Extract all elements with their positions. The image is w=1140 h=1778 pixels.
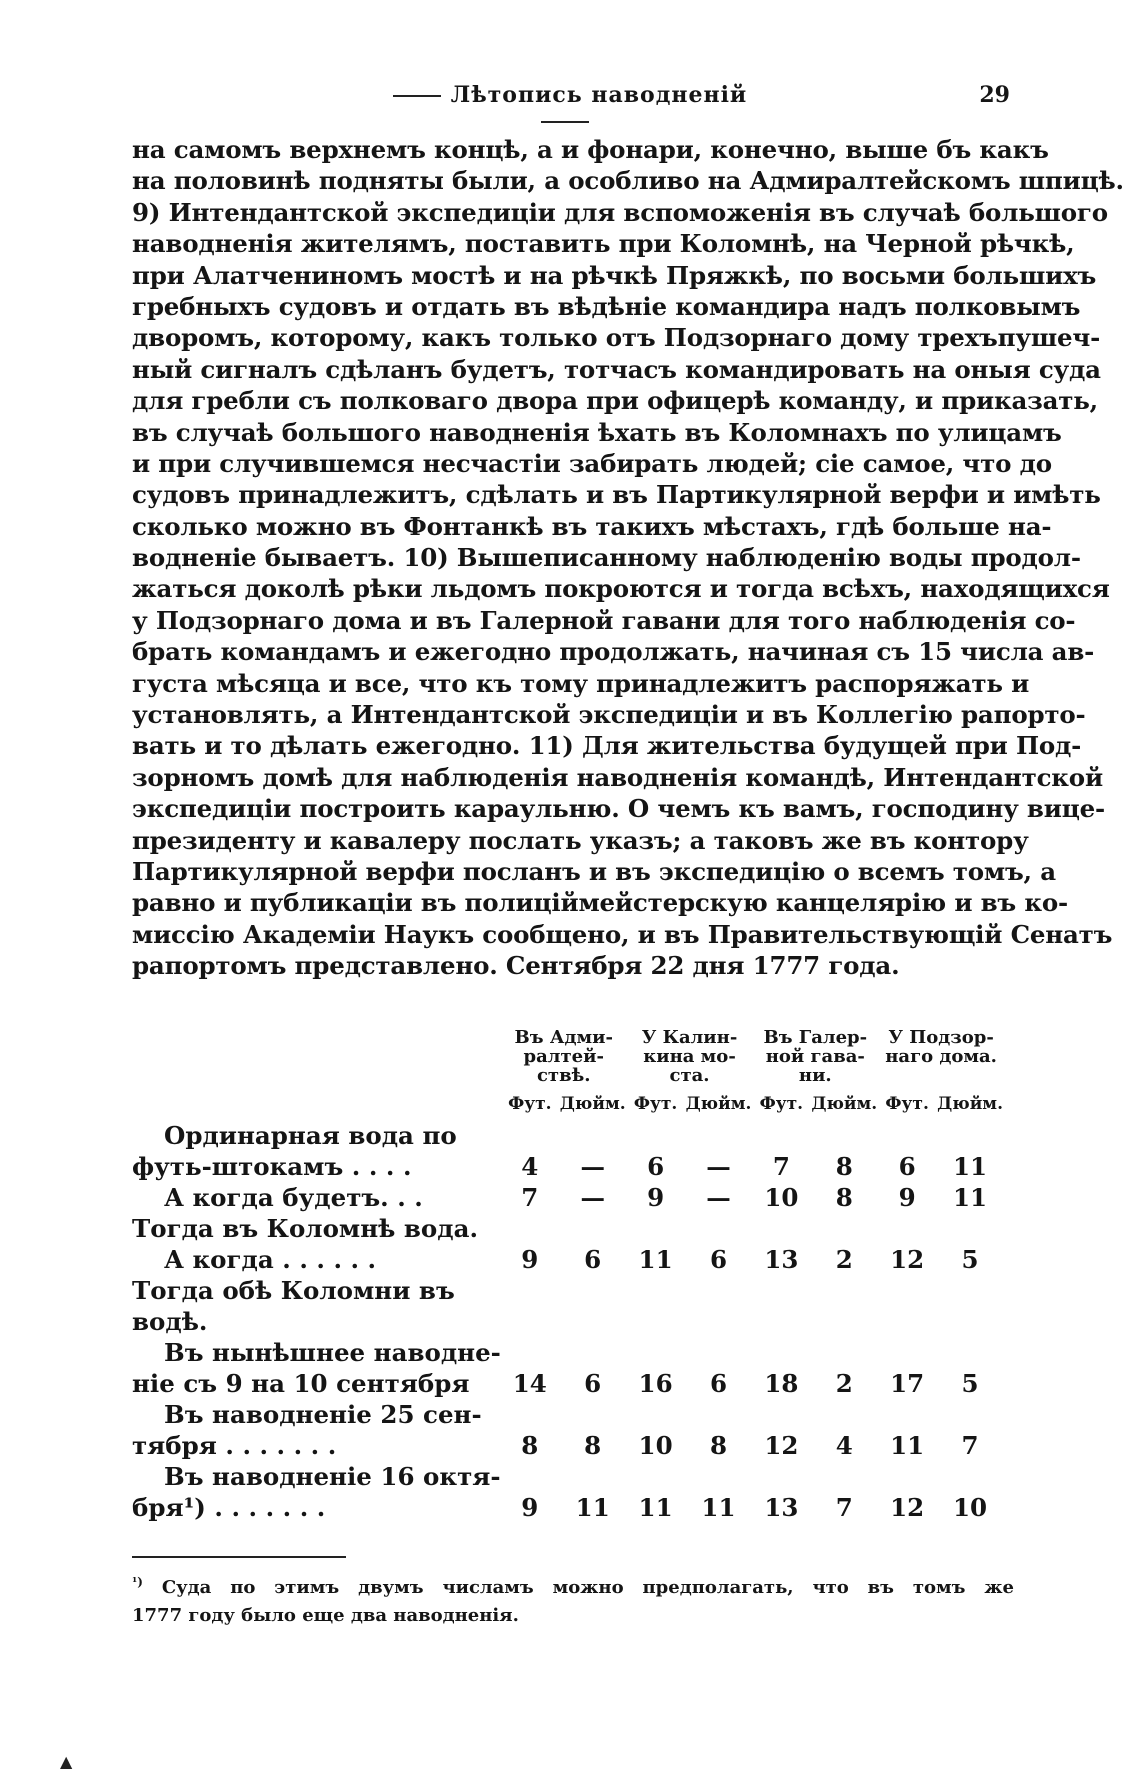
table-cell — [685, 1213, 753, 1244]
table-cell: 5 — [961, 1245, 979, 1274]
table-cell: 11 — [575, 1493, 610, 1522]
table-cell: 13 — [764, 1493, 799, 1522]
footnote — [132, 1568, 1014, 1630]
table-cell: 8 — [709, 1431, 728, 1460]
table-cell — [559, 1120, 627, 1151]
table-cell — [559, 1399, 627, 1430]
text-line: установлять, а Интендантской экспедиціи и въ Коллегію рапорто- — [132, 700, 1086, 730]
text-line: вать и то дѣлать ежегодно. 11) Для жительства будущей при Под- — [132, 731, 1082, 761]
table-cell — [627, 1120, 685, 1151]
table-row — [132, 1306, 1004, 1337]
text-line: ный сигналъ сдѣланъ будетъ, тотчасъ командировать на оныя суда — [132, 354, 1101, 384]
text-line: и при случившемся несчастіи забирать людей; сіе самое, что до — [132, 448, 1052, 478]
table-cell — [685, 1461, 753, 1492]
table-cell: 10 — [953, 1493, 988, 1522]
table-cell — [810, 1120, 878, 1151]
row-label: ніе съ 9 на 10 сентября — [132, 1369, 470, 1398]
footnote-line-2: 1777 году было еще два наводненія. — [132, 1605, 519, 1626]
table-cell: 6 — [584, 1369, 602, 1398]
table-cell — [936, 1120, 1004, 1151]
text-line: при Алатчениномъ мостѣ и на рѣчкѣ Пряжкѣ, по восьми большихъ — [132, 260, 1097, 290]
table-row — [132, 1337, 1004, 1368]
text-line: на самомъ верхнемъ концѣ, а и фонари, конечно, выше бъ какъ — [132, 135, 1049, 164]
table-cell: 6 — [584, 1245, 602, 1274]
table-cell: 7 — [961, 1431, 979, 1460]
table-cell: 14 — [512, 1369, 547, 1398]
table-cell — [685, 1275, 753, 1306]
unit-inches: Дюйм. — [685, 1094, 752, 1114]
table-cell — [559, 1306, 627, 1337]
table-cell: 17 — [890, 1369, 925, 1398]
table-cell — [627, 1461, 685, 1492]
table-row — [132, 1492, 1004, 1523]
text-line: водненіе бываетъ. 10) Вышеписанному наблюденію воды продол- — [132, 543, 1081, 573]
unit-feet: Фут. — [633, 1094, 678, 1114]
table-cell — [559, 1461, 627, 1492]
water-level-table — [132, 1022, 1004, 1523]
table-cell: 6 — [709, 1369, 728, 1398]
row-label: Тогда въ Коломнѣ вода. — [132, 1214, 478, 1243]
table-cell — [810, 1461, 878, 1492]
table-cell — [810, 1213, 878, 1244]
text-line: густа мѣсяца и все, что къ тому принадлежитъ распоряжать и — [132, 668, 1030, 698]
table-row — [132, 1120, 1004, 1151]
table-cell: 6 — [709, 1245, 728, 1274]
table-cell: 8 — [584, 1431, 602, 1460]
table-cell — [752, 1306, 810, 1337]
table-cell — [627, 1275, 685, 1306]
table-cell — [685, 1399, 753, 1430]
printer-mark: ▲ — [60, 1752, 73, 1771]
page-number: 29 — [979, 82, 1010, 108]
running-title: Лѣтопись наводненій — [350, 82, 780, 134]
table-header-row — [132, 1022, 1004, 1093]
table-cell — [752, 1275, 810, 1306]
table-cell — [936, 1213, 1004, 1244]
table-cell — [878, 1399, 936, 1430]
table-cell: 6 — [647, 1152, 665, 1181]
table-cell — [627, 1213, 685, 1244]
column-header-podzorny-house: У Подзор- наго дома. — [885, 1027, 997, 1067]
table-cell: 12 — [764, 1431, 799, 1460]
table-cell: 9 — [521, 1493, 539, 1522]
text-line: для гребли съ полковаго двора при офицерѣ команду, и приказать, — [132, 386, 1099, 416]
table-cell: 16 — [638, 1369, 673, 1398]
row-label: Въ нынѣшнее наводне- — [164, 1338, 501, 1367]
table-cell — [878, 1306, 936, 1337]
table-row — [132, 1399, 1004, 1430]
table-cell — [878, 1461, 936, 1492]
table-row — [132, 1461, 1004, 1492]
table-unit-row — [132, 1093, 1004, 1120]
table-cell: — — [580, 1183, 605, 1212]
table-cell: 9 — [898, 1183, 916, 1212]
table-cell: 11 — [953, 1183, 988, 1212]
table-cell: 7 — [835, 1493, 853, 1522]
row-label: Тогда обѣ Коломни въ — [132, 1276, 455, 1305]
row-label: бря¹) . . . . . . . — [132, 1493, 326, 1522]
table-cell: 2 — [835, 1369, 853, 1398]
body-text — [132, 134, 1124, 982]
unit-inches: Дюйм. — [811, 1094, 878, 1114]
text-line: равно и публикаціи въ полиціймейстерскую канцелярію и въ ко- — [132, 888, 1068, 918]
table-cell — [752, 1399, 810, 1430]
text-line: дворомъ, которому, какъ только отъ Подзорнаго дому трехъпушеч- — [132, 323, 1101, 353]
table-cell: 4 — [521, 1152, 539, 1181]
text-line: жаться доколѣ рѣки льдомъ покроются и тогда всѣхъ, находящихся — [132, 574, 1110, 604]
unit-feet: Фут. — [508, 1094, 552, 1114]
row-label: Въ наводненіе 25 сен- — [164, 1400, 482, 1429]
table-corner — [132, 1022, 501, 1093]
table-cell: 4 — [835, 1431, 853, 1460]
table-cell — [878, 1120, 936, 1151]
table-cell — [685, 1306, 753, 1337]
table-cell — [752, 1120, 810, 1151]
row-label: футь-штокамъ . . . . — [132, 1152, 412, 1181]
table-cell — [501, 1213, 559, 1244]
table-cell — [810, 1275, 878, 1306]
text-line: президенту и кавалеру послать указъ; а таковъ же въ контору — [132, 825, 1029, 855]
table-cell: 11 — [638, 1245, 673, 1274]
table-cell — [627, 1337, 685, 1368]
column-header-kalinkin-bridge: У Калин- кина мо- ста. — [641, 1027, 738, 1086]
table-cell: 10 — [638, 1431, 673, 1460]
table-cell — [501, 1306, 559, 1337]
row-label: Ординарная вода по — [164, 1121, 457, 1150]
table-cell: — — [706, 1183, 731, 1212]
text-line: наводненія жителямъ, поставить при Коломнѣ, на Черной рѣчкѣ, — [132, 229, 1075, 259]
text-line: 9) Интендантской экспедиціи для вспоможенія въ случаѣ большого — [132, 197, 1108, 227]
column-header-admiralty: Въ Адми- ралтей- ствѣ. — [514, 1027, 613, 1086]
row-label: водѣ. — [132, 1307, 208, 1336]
row-label: А когда будетъ. . . — [164, 1183, 423, 1212]
table-cell — [559, 1275, 627, 1306]
text-line: брать командамъ и ежегодно продолжать, начиная съ 15 числа ав- — [132, 637, 1095, 667]
text-line: зорномъ домѣ для наблюденія наводненія командѣ, Интендантской — [132, 762, 1103, 792]
table-cell — [501, 1120, 559, 1151]
table-cell: 8 — [521, 1431, 539, 1460]
table-cell — [878, 1213, 936, 1244]
table-row — [132, 1244, 1004, 1275]
table-cell: 9 — [521, 1245, 539, 1274]
table-cell — [936, 1306, 1004, 1337]
table-cell — [752, 1213, 810, 1244]
table-cell: 11 — [638, 1493, 673, 1522]
table-cell — [685, 1337, 753, 1368]
text-line: рапортомъ представлено. Сентября 22 дня 1777 года. — [132, 951, 900, 981]
table-cell: 9 — [647, 1183, 665, 1212]
row-label: А когда . . . . . . — [164, 1245, 377, 1274]
table-cell — [936, 1399, 1004, 1430]
table-cell — [501, 1337, 559, 1368]
text-line: судовъ принадлежитъ, сдѣлать и въ Партикулярной верфи и имѣть — [132, 480, 1101, 510]
table-cell: 18 — [764, 1369, 799, 1398]
table-cell — [878, 1275, 936, 1306]
table-cell — [752, 1461, 810, 1492]
table-cell — [936, 1461, 1004, 1492]
table-cell — [936, 1337, 1004, 1368]
table-cell: 11 — [953, 1152, 988, 1181]
row-label: Въ наводненіе 16 октя- — [164, 1462, 501, 1491]
unit-inches: Дюйм. — [937, 1094, 1003, 1114]
text-line: экспедиціи построить караульню. О чемъ къ вамъ, господину вице- — [132, 794, 1105, 824]
table-row — [132, 1182, 1004, 1213]
table-cell — [501, 1275, 559, 1306]
table-cell — [627, 1399, 685, 1430]
text-line: Партикулярной верфи посланъ и въ экспедицію о всемъ томъ, а — [132, 856, 1056, 886]
table-row — [132, 1213, 1004, 1244]
table-cell: — — [706, 1152, 731, 1181]
table-cell — [878, 1337, 936, 1368]
table-cell — [685, 1120, 753, 1151]
table-cell: — — [580, 1152, 605, 1181]
text-line: сколько можно въ Фонтанкѣ въ такихъ мѣстахъ, гдѣ больше на- — [132, 511, 1052, 541]
text-line: на половинѣ подняты были, а особливо на Адмиралтейскомъ шпицѣ. — [132, 166, 1124, 196]
table-body — [132, 1120, 1004, 1523]
table-cell — [810, 1399, 878, 1430]
unit-inches: Дюйм. — [559, 1094, 626, 1114]
text-line: миссію Академіи Наукъ сообщено, и въ Правительствующій Сенатъ — [132, 919, 1113, 949]
table-cell: 12 — [890, 1493, 925, 1522]
table-cell: 13 — [764, 1245, 799, 1274]
table-cell: 11 — [701, 1493, 736, 1522]
table-cell: 5 — [961, 1369, 979, 1398]
table-cell — [501, 1399, 559, 1430]
text-line: гребныхъ судовъ и отдать въ вѣдѣніе командира надъ полковымъ — [132, 291, 1081, 321]
text-line: въ случаѣ большого наводненія ѣхать въ Коломнахъ по улицамъ — [132, 417, 1062, 447]
unit-feet: Фут. — [759, 1094, 804, 1114]
table-row — [132, 1368, 1004, 1399]
table-cell — [559, 1337, 627, 1368]
footnote-marker: ¹) — [132, 1575, 143, 1589]
row-label: тября . . . . . . . — [132, 1431, 337, 1460]
table-row — [132, 1275, 1004, 1306]
column-header-galley-harbor: Въ Галер- ной гава- ни. — [763, 1027, 868, 1086]
footnote-line-1: Суда по этимъ двумъ числамъ можно предполагать, что въ томъ же — [161, 1577, 1014, 1598]
table-cell — [810, 1306, 878, 1337]
table-cell: 7 — [772, 1152, 790, 1181]
table-cell: 7 — [521, 1183, 539, 1212]
table-cell: 6 — [898, 1152, 916, 1181]
table-cell: 10 — [764, 1183, 799, 1212]
table-row — [132, 1151, 1004, 1182]
table-cell: 8 — [835, 1183, 853, 1212]
table-corner-unit — [132, 1093, 501, 1120]
table-cell: 2 — [835, 1245, 853, 1274]
table-cell: 12 — [890, 1245, 925, 1274]
table-cell — [501, 1461, 559, 1492]
table-cell: 11 — [890, 1431, 925, 1460]
table-cell — [627, 1306, 685, 1337]
unit-feet: Фут. — [885, 1094, 929, 1114]
table-row — [132, 1430, 1004, 1461]
text-line: у Подзорнаго дома и въ Галерной гавани для того наблюденія со- — [132, 605, 1076, 635]
running-header — [0, 80, 1140, 110]
footnote-rule — [132, 1556, 346, 1558]
table-cell — [936, 1275, 1004, 1306]
table-cell — [752, 1337, 810, 1368]
table-cell — [810, 1337, 878, 1368]
table-cell: 8 — [835, 1152, 853, 1181]
table-cell — [559, 1213, 627, 1244]
